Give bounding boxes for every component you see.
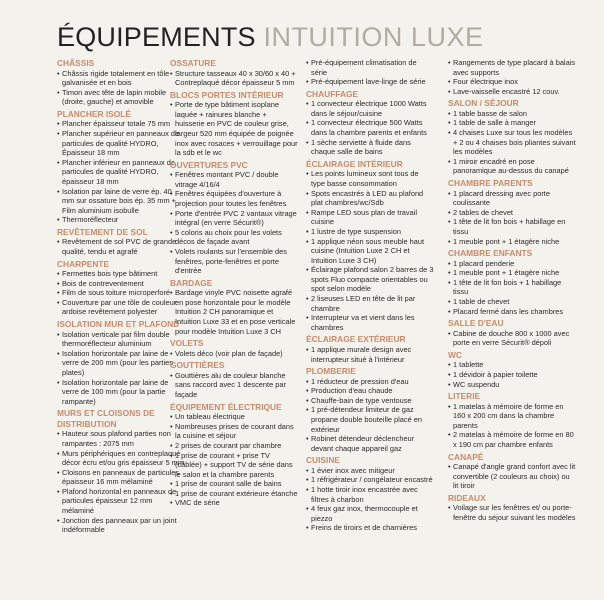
section-title: CANAPÉ [448,451,484,462]
section-title: ÉCLAIRAGE EXTÉRIEUR [306,334,406,345]
section-title: CUISINE [306,455,340,466]
list-item: • Pré-équipement climatisation de série [306,58,434,77]
list-item: • Porte d'entrée PVC 2 vantaux vitrage intégral (en verre Sécurit®) [170,209,298,228]
list-item: • 1 évier inox avec mitigeur [306,466,434,476]
section-title: BLOCS PORTES INTÉRIEUR [170,89,284,100]
list-item: • 1 convecteur électrique 1000 Watts dans le séjour/cuisine [306,99,434,118]
list-item: • Film de sous toiture microperforé [57,288,185,298]
list-item: • 1 réfrigérateur / congélateur encastré [306,475,434,485]
list-item: • Jonction des panneaux par un joint indéformable [57,516,185,535]
section-canape [448,452,576,491]
section-title: MURS ET CLOISONS DE DISTRIBUTION [57,408,155,429]
section-chassis [57,58,185,107]
list-item: • Bois de contreventement [57,279,185,289]
list-item: • 1 hotte tiroir inox encastrée avec filtres à charbon [306,485,434,504]
list-item: • 1 dévidoir à papier toilette [448,370,576,380]
list-item: • Hauteur sous plafond parties non rampantes : 2075 mm [57,429,185,448]
section-continued [306,58,434,87]
list-item: • 1 prise de courant + prise TV (câblée) + support TV de série dans le salon et la chambre parents [170,451,298,480]
section-rideaux [448,493,576,523]
list-item: • Rampe LED sous plan de travail cuisine [306,208,434,227]
list-item: • Isolation horizontale par laine de verre de 200 mm (pour les parties plates) [57,349,185,378]
list-item: • Four électrique inox [448,77,576,87]
section-title: ÉQUIPEMENT ÉLECTRIQUE [170,401,282,412]
list-item: • 1 table de salle à manger [448,118,576,128]
section-salle-d-eau [448,318,576,348]
list-item: • Nombreuses prises de courant dans la cuisine et séjour [170,422,298,441]
section-cuisine [306,455,434,533]
list-item: • 1 tablette [448,360,576,370]
list-item: • Châssis rigide totalement en tôle galvanisée et en bois [57,69,185,88]
list-item: • 1 convecteur électrique 500 Watts dans la chambre parents et enfants [306,118,434,137]
list-item: • 1 placard penderie [448,259,576,269]
column-2 [170,58,298,508]
list-item: • Revêtement de sol PVC de grande qualité, tendu et agrafé [57,237,185,256]
title-model-name: INTUITION LUXE [263,22,484,52]
list-item: • Un tableau électrique [170,412,298,422]
section-title: CHAMBRE PARENTS [448,178,533,189]
section-ouvertures-pvc [170,160,298,276]
list-item: • 1 lustre de type suspension [306,227,434,237]
section-title: LITERIE [448,391,481,402]
section-chambre-enfants [448,248,576,316]
list-item: • 5 coloris au choix pour les volets décos de façade avant [170,228,298,247]
list-item: • Canapé d'angle grand confort avec lit convertible (2 couleurs au choix) ou lit tiroir [448,462,576,491]
section-title: BARDAGE [170,277,213,288]
list-item: • Murs périphériques en contreplaqué décor écru et/ou gris épaisseur 5 mm [57,449,185,468]
section-title: ISOLATION MUR ET PLAFOND [57,319,180,330]
section-title: SALON / SÉJOUR [448,98,519,109]
list-item: • Cabine de douche 800 x 1000 avec porte en verre Sécurit® dépoli [448,329,576,348]
list-item: • Timon avec tête de lapin mobile (droite, gauche) et amovible [57,88,185,107]
section-title: VOLETS [170,338,204,349]
list-item: • Gouttières alu de couleur blanche sans raccord avec 1 descente par façade [170,371,298,400]
list-item: • Porte de type bâtiment isoplane laquée + rainures blanche + huisserie en PVC de couleur grise, largeur 520 mm équipée de poignée inox avec rosaces + verrouillage pour la sdb et le wc [170,100,298,158]
list-item: • Fermettes bois type bâtiment [57,269,185,279]
section-chauffage [306,89,434,157]
list-item: • Placard fermé dans les chambres [448,307,576,317]
section-title: PLANCHER ISOLÉ [57,108,131,119]
list-item: • Volets déco (voir plan de façade) [170,349,298,359]
list-item: • 1 prise de courant salle de bains [170,479,298,489]
list-item: • Spots encastrés à LED au plafond plat chambres/wc/Sdb [306,189,434,208]
column-4 [448,58,576,523]
list-item: • Structure tasseaux 40 x 30/60 x 40 + Contreplaqué décor épaisseur 5 mm [170,69,298,88]
section-title: OSSATURE [170,58,216,68]
section-title: ÉCLAIRAGE INTÉRIEUR [306,158,403,169]
list-item: • Isolation par laine de verre ép. 40 mm sur ossature bois ép. 35 mm + Film aluminium isobulle [57,187,185,216]
list-item: • 1 placard dressing avec porte coulissante [448,189,576,208]
section-gouttieres [170,360,298,399]
list-item: • 1 miroir encadré en pose panoramique au-dessus du canapé [448,157,576,176]
list-item: • Plafond horizontal en panneaux de particules épaisseur 12 mm mélaminé [57,487,185,516]
list-item: • 4 feux gaz inox, thermocouple et piezzo [306,504,434,523]
list-item: • WC suspendu [448,380,576,390]
list-item: • 1 table basse de salon [448,109,576,119]
list-item: • Freins de tiroirs et de charnières [306,523,434,533]
list-item: • 1 meuble pont + 1 étagère niche [448,237,576,247]
list-item: • 1 meuble pont + 1 étagère niche [448,268,576,278]
list-item: • Production d'eau chaude [306,386,434,396]
title-equipements: ÉQUIPEMENTS [57,22,256,52]
section-ossature [170,58,298,88]
section-title: CHÂSSIS [57,58,95,68]
section-wc [448,350,576,389]
section-murs-et-cloisons-de-distribution [57,408,185,535]
section-literie [448,391,576,449]
section-eclairage-interieur [306,159,434,333]
list-item: • Voilage sur les fenêtres et/ ou porte-fenêtre du séjour suivant les modèles [448,503,576,522]
list-item: • Volets roulants sur l'ensemble des fenêtres, porte-fenêtres et porte d'entrée [170,247,298,276]
section-isolation-mur-et-plafond [57,319,185,406]
list-item: • 1 pré-détendeur limiteur de gaz propane double bouteille placé en extérieur [306,405,434,434]
list-item: • 1 tête de lit fon bois + 1 habillage tissu [448,278,576,297]
section-eclairage-exterieur [306,334,434,364]
list-item: • 1 prise de courant extérieure étanche [170,489,298,499]
section-blocs-portes-interieur [170,90,298,158]
list-item: • Bardage vinyle PVC noisette agrafé en pose horizontale pour le modèle Intuition 2 CH panoramique et Intuition Luxe 33 et en pose verticale pour modèle Intuition Luxe 3 CH [170,288,298,336]
section-title: GOUTTIÈRES [170,360,225,371]
list-item: • Fenêtres équipées d'ouverture à projection pour toutes les fenêtres [170,189,298,208]
list-item: • Isolation verticale par film double thermoréflecteur aluminium [57,330,185,349]
section-charpente [57,259,185,317]
column-1 [57,58,185,535]
list-item: • 4 chaises Luxe sur tous les modèles + 2 ou 4 chaises bois pliantes suivant les modèles [448,128,576,157]
section-title: CHAUFFAGE [306,88,359,99]
list-item: • 1 matelas à mémoire de forme en 160 x 200 cm dans la chambre parents [448,402,576,431]
list-item: • Lave-vaisselle encastré 12 couv. [448,87,576,97]
list-item: • Chauffe-bain de type ventouse [306,396,434,406]
section-bardage [170,278,298,336]
section-title: SALLE D'EAU [448,318,504,329]
list-item: • 1 réducteur de pression d'eau [306,377,434,387]
list-item: • 2 liseuses LED en tête de lit par chambre [306,294,434,313]
section-title: WC [448,349,462,360]
section-title: CHAMBRE ENFANTS [448,248,533,259]
list-item: • Rangements de type placard à balais avec supports [448,58,576,77]
section-revetement-de-sol [57,227,185,257]
section-plomberie [306,366,434,453]
section-equipement-electrique [170,402,298,508]
list-item: • 1 applique néon sous meuble haut cuisine (Intuition Luxe 2 CH et Intuition Luxe 3 CH) [306,237,434,266]
list-item: • Plancher inférieur en panneaux de particules de qualité HYDRO, épaisseur 18 mm [57,158,185,187]
list-item: • Robinet détendeur déclencheur devant chaque appareil gaz [306,434,434,453]
section-salon-sejour [448,98,576,176]
page-title [57,20,483,54]
list-item: • VMC de série [170,498,298,508]
section-title: REVÊTEMENT DE SOL [57,226,148,237]
section-volets [170,338,298,358]
list-item: • Interrupteur va et vient dans les chambres [306,313,434,332]
list-item: • 1 tête de lit fon bois + habillage en tissu [448,217,576,236]
list-item: • Plancher supérieur en panneaux de particules de qualité HYDRO, Épaisseur 18 mm [57,129,185,158]
list-item: • Cloisons en panneaux de particules épaisseur 16 mm mélaminé [57,468,185,487]
list-item: • 1 sèche serviette à fluide dans chaque salle de bains [306,138,434,157]
list-item: • 2 tables de chevet [448,208,576,218]
list-item: • 1 applique murale design avec interrupteur situé à l'intérieur [306,345,434,364]
section-chambre-parents [448,178,576,246]
list-item: • Fenêtres montant PVC / double vitrage 4/16/4 [170,170,298,189]
list-item: • Pré-équipement lave-linge de série [306,77,434,87]
list-item: • 2 matelas à mémoire de forme en 80 x 190 cm par chambre enfants [448,430,576,449]
list-item: • 1 table de chevet [448,297,576,307]
column-3 [306,58,434,533]
list-item: • Isolation horizontale par laine de verre de 100 mm (pour la partie rampante) [57,378,185,407]
section-continued [448,58,576,96]
list-item: • Éclairage plafond salon 2 barres de 3 spots Fluo compacte orientables ou spot selon modèle [306,265,434,294]
list-item: • Les points lumineux sont tous de type basse consommation [306,169,434,188]
list-item: • 2 prises de courant par chambre [170,441,298,451]
section-title: RIDEAUX [448,492,486,503]
list-item: • Plancher épaisseur totale 75 mm [57,119,185,129]
list-item: • Thermoréflecteur [57,215,185,225]
section-plancher-isole [57,109,185,225]
section-title: OUVERTURES PVC [170,159,248,170]
section-title: PLOMBERIE [306,366,356,377]
section-title: CHARPENTE [57,258,110,269]
list-item: • Couverture par une tôle de couleur ardoise revêtement polyester [57,298,185,317]
